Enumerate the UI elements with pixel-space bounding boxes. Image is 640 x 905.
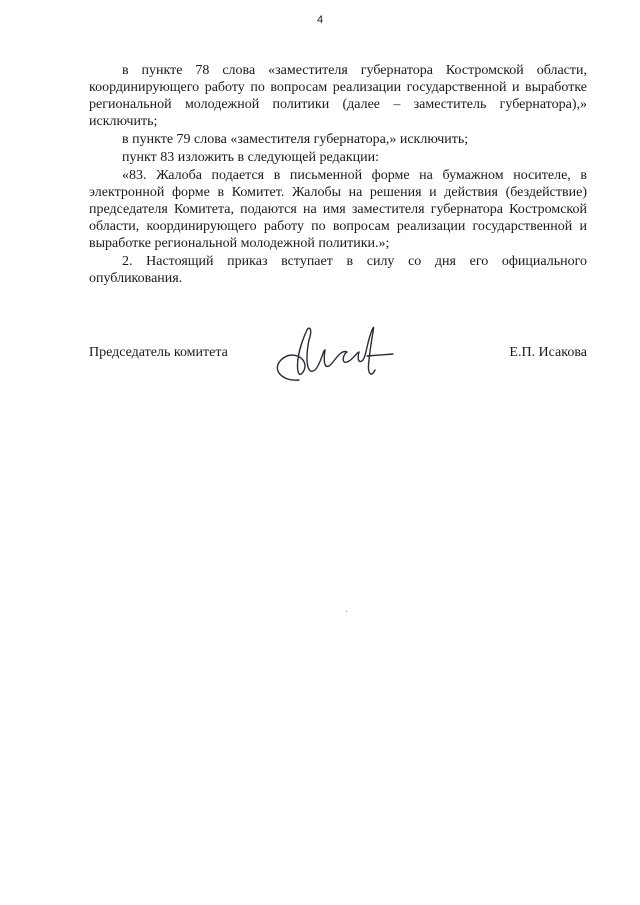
paragraph-effective-date: 2. Настоящий приказ вступает в силу со дня его официального опубликования. [89,254,587,286]
page-number: 4 [316,14,324,26]
paragraph-item-79: в пункте 79 слова «заместителя губернатора,» исключить; [122,132,469,147]
scan-speck [346,611,347,612]
document-body [89,62,587,288]
handwritten-signature [263,320,403,390]
signatory-title: Председатель комитета [89,345,228,360]
paragraph-item-78: в пункте 78 слова «заместителя губернатора Костромской области, координирующего работу по вопросам реализации государственной и выработке региональной молодежной политики (далее – заместитель губернатора),» исключить; [89,63,587,129]
paragraph-item-83-intro: пункт 83 изложить в следующей редакции: [122,150,379,165]
paragraph-item-83-text: «83. Жалоба подается в письменной форме на бумажном носителе, в электронной форме в Комитет. Жалобы на решения и действия (бездействие) председателя Комитета, подаются на имя заместителя губернатора Костромской области, координирующего работу по вопросам реализации государственной и выработке региональной молодежной политики.»; [89,168,587,251]
signatory-name: Е.П. Исакова [509,345,587,360]
